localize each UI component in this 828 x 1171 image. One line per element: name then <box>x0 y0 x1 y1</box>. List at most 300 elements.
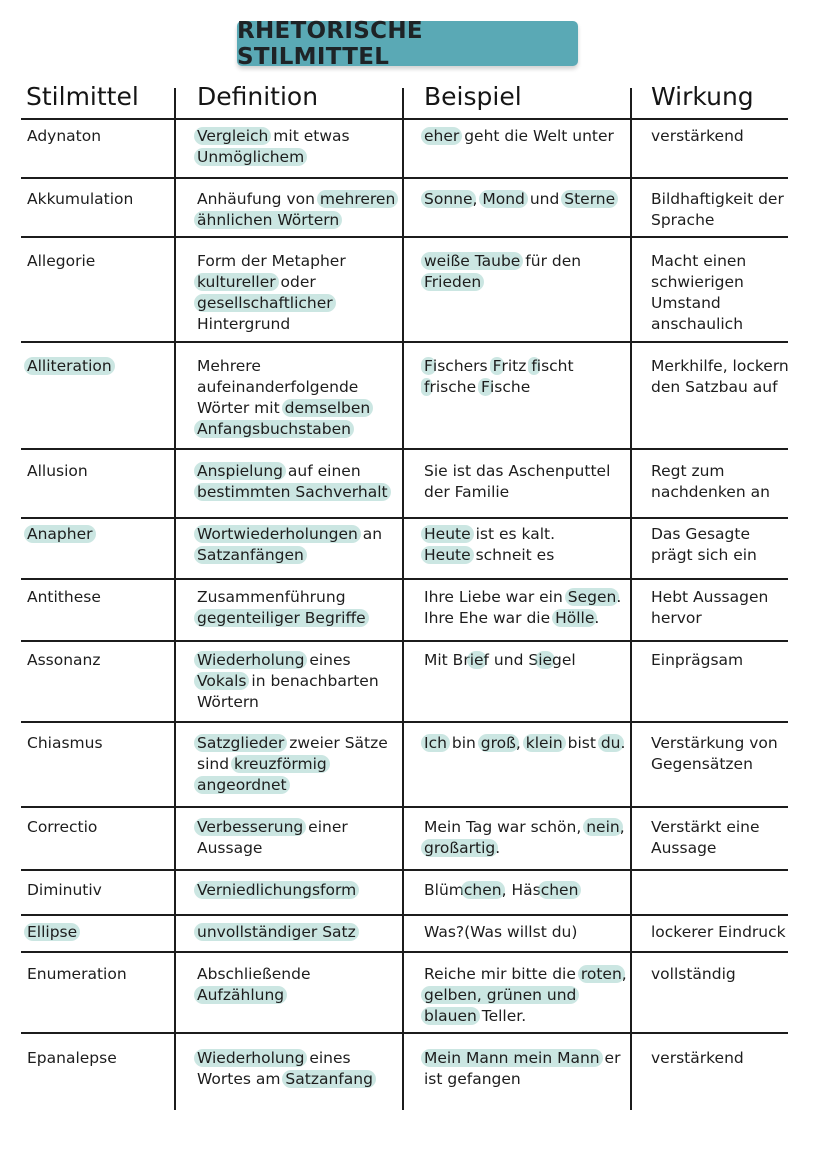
definition-cell-line <box>197 210 395 231</box>
text-segment: . <box>495 839 501 857</box>
text-segment: prägt sich ein <box>651 546 757 564</box>
effect-cell <box>651 650 743 671</box>
row-divider <box>21 951 788 953</box>
term-label: Adynaton <box>27 127 102 145</box>
text-segment: verstärkend <box>651 127 744 145</box>
row-divider <box>21 341 788 343</box>
effect-cell <box>651 817 760 859</box>
definition-cell-line <box>197 189 395 210</box>
term-cell <box>27 817 97 838</box>
effect-cell-line <box>651 482 770 503</box>
text-segment: rische <box>429 378 482 396</box>
effect-cell <box>651 356 789 398</box>
example-cell <box>424 880 578 901</box>
row-divider <box>21 177 788 179</box>
highlighted-text: demselben <box>282 399 374 417</box>
highlighted-text: mehreren <box>317 190 398 208</box>
text-segment: , <box>515 734 526 752</box>
term-label: Diminutiv <box>27 881 102 899</box>
term-cell <box>27 251 95 272</box>
definition-cell-line <box>197 377 370 398</box>
term-cell <box>27 922 77 943</box>
text-segment: in benachbarten <box>246 672 379 690</box>
definition-cell <box>197 356 370 440</box>
definition-cell-line <box>197 1069 373 1090</box>
definition-cell-line <box>197 461 388 482</box>
term-cell <box>27 650 101 671</box>
effect-cell <box>651 587 768 629</box>
example-cell <box>424 461 610 503</box>
example-cell-line <box>424 733 625 754</box>
text-segment: den Satzbau auf <box>651 378 778 396</box>
term-label: Correctio <box>27 818 98 836</box>
text-segment: , <box>619 818 625 836</box>
effect-cell-line <box>651 272 746 293</box>
definition-cell <box>197 126 350 168</box>
definition-cell-line <box>197 272 346 293</box>
definition-cell-line <box>197 356 370 377</box>
term-label: Epanalepse <box>27 1049 117 1067</box>
highlighted-text: groß <box>478 734 519 752</box>
highlighted-text: großartig <box>421 839 498 857</box>
text-segment: der Familie <box>424 483 510 501</box>
definition-cell <box>197 251 346 335</box>
example-cell-line <box>424 964 627 985</box>
row-divider <box>21 914 788 916</box>
effect-cell <box>651 189 784 231</box>
text-segment: , Häs <box>501 881 541 899</box>
definition-cell-line <box>197 985 311 1006</box>
example-cell <box>424 817 625 859</box>
term-label: Allusion <box>27 462 88 480</box>
highlighted-text: ähnlichen Wörtern <box>194 211 342 229</box>
example-cell-line <box>424 377 574 398</box>
row-divider <box>21 806 788 808</box>
example-cell-line <box>424 251 581 272</box>
text-segment: Form der Metapher <box>197 252 346 270</box>
highlighted-text: du <box>598 734 624 752</box>
text-segment: ritz <box>501 357 532 375</box>
row-divider <box>21 869 788 871</box>
effect-cell <box>651 1048 744 1069</box>
definition-cell <box>197 880 356 901</box>
example-cell-line <box>424 356 574 377</box>
example-cell-line <box>424 461 610 482</box>
definition-cell-line <box>197 692 379 713</box>
text-segment: Das Gesagte <box>651 525 751 543</box>
term-label: Enumeration <box>27 965 127 983</box>
definition-cell-line <box>197 126 350 147</box>
highlighted-text: Heute <box>421 546 474 564</box>
effect-cell-line <box>651 838 760 859</box>
highlighted-text: Vergleich <box>194 127 271 145</box>
definition-cell-line <box>197 398 370 419</box>
highlighted-text: Satzglieder <box>194 734 287 752</box>
text-segment: ische <box>489 378 531 396</box>
highlighted-text: kultureller <box>194 273 279 291</box>
highlighted-text: Wortwiederholungen <box>194 525 361 543</box>
example-cell-line <box>424 922 577 943</box>
definition-cell-line <box>197 608 366 629</box>
text-segment: eines <box>304 651 351 669</box>
effect-cell-line <box>651 754 778 775</box>
text-segment: hervor <box>651 609 702 627</box>
highlighted-text: roten <box>578 965 625 983</box>
text-segment: Wörter mit <box>197 399 285 417</box>
effect-cell-line <box>651 650 743 671</box>
definition-cell-line <box>197 524 382 545</box>
text-segment: Sie ist das Aschenputtel <box>424 462 611 480</box>
effect-cell-line <box>651 1048 744 1069</box>
effect-cell-line <box>651 210 784 231</box>
text-segment: Zusammenführung <box>197 588 346 606</box>
definition-cell-line <box>197 251 346 272</box>
term-label: Assonanz <box>27 651 101 669</box>
definition-cell <box>197 1048 373 1090</box>
highlighted-text: angeordnet <box>194 776 290 794</box>
example-cell <box>424 1048 620 1090</box>
term-cell <box>27 587 101 608</box>
highlighted-text: blauen <box>421 1007 480 1025</box>
effect-cell-line <box>651 922 786 943</box>
text-segment: Reiche mir bitte die <box>424 965 581 983</box>
term-cell <box>27 189 133 210</box>
example-cell-line <box>424 126 614 147</box>
highlighted-text: klein <box>523 734 566 752</box>
example-cell <box>424 964 627 1027</box>
example-cell <box>424 251 581 293</box>
text-segment: auf einen <box>282 462 361 480</box>
text-segment: f und S <box>483 651 539 669</box>
example-cell-line <box>424 545 555 566</box>
text-segment: Aussage <box>651 839 717 857</box>
example-cell <box>424 587 621 629</box>
effect-cell <box>651 126 744 147</box>
highlighted-text: nein <box>583 818 623 836</box>
highlighted-text: gelben, grünen und <box>421 986 579 1004</box>
text-segment: zweier Sätze <box>284 734 388 752</box>
definition-cell-line <box>197 817 348 838</box>
example-cell-line <box>424 650 576 671</box>
example-cell <box>424 126 614 147</box>
highlighted-text: unvollständiger Satz <box>194 923 359 941</box>
text-segment: Ihre Ehe war die <box>424 609 556 627</box>
effect-cell <box>651 461 770 503</box>
row-divider <box>21 1032 788 1034</box>
text-segment: anschaulich <box>651 315 744 333</box>
text-segment: Mit Br <box>424 651 470 669</box>
highlighted-text: chen <box>538 881 582 899</box>
highlighted-text: F <box>478 378 493 396</box>
effect-cell-line <box>651 293 746 314</box>
text-segment: ist es kalt. <box>470 525 556 543</box>
example-cell <box>424 189 615 210</box>
effect-cell-line <box>651 524 757 545</box>
text-segment: eines <box>304 1049 351 1067</box>
column-divider <box>402 88 404 1110</box>
effect-cell-line <box>651 817 760 838</box>
text-segment: Mein Tag war schön, <box>424 818 587 836</box>
term-cell <box>27 524 93 545</box>
highlighted-text: Verbesserung <box>194 818 306 836</box>
text-segment: . <box>594 609 600 627</box>
effect-cell <box>651 524 757 566</box>
text-segment: Abschließende <box>197 965 311 983</box>
row-divider <box>21 517 788 519</box>
definition-cell <box>197 922 356 943</box>
text-segment: aufeinanderfolgende <box>197 378 359 396</box>
text-segment: Einprägsam <box>651 651 744 669</box>
text-segment: ist gefangen <box>424 1070 521 1088</box>
highlighted-text: Ich <box>421 734 450 752</box>
definition-cell-line <box>197 1048 373 1069</box>
term-label: Ellipse <box>24 923 80 941</box>
example-cell <box>424 922 577 943</box>
text-segment: oder <box>275 273 316 291</box>
text-segment: schwierigen <box>651 273 744 291</box>
text-segment: Ihre Liebe war ein <box>424 588 568 606</box>
row-divider <box>21 236 788 238</box>
definition-cell-line <box>197 671 379 692</box>
effect-cell-line <box>651 314 746 335</box>
term-label: Antithese <box>27 588 101 606</box>
highlighted-text: bestimmten Sachverhalt <box>194 483 391 501</box>
effect-cell-line <box>651 964 736 985</box>
row-divider <box>21 640 788 642</box>
page-title: RHETORISCHE STILMITTEL <box>237 21 578 66</box>
definition-cell-line <box>197 880 356 901</box>
text-segment: Hebt Aussagen <box>651 588 769 606</box>
header-wirkung: Wirkung <box>651 82 754 111</box>
highlighted-text: chen <box>461 881 505 899</box>
definition-cell-line <box>197 733 388 754</box>
highlighted-text: Segen <box>565 588 620 606</box>
definition-cell-line <box>197 419 370 440</box>
effect-cell-line <box>651 545 757 566</box>
highlighted-text: Unmöglichem <box>194 148 307 166</box>
text-segment: bist <box>562 734 601 752</box>
text-segment: für den <box>520 252 582 270</box>
column-divider <box>630 88 632 1110</box>
definition-cell <box>197 189 395 231</box>
highlighted-text: Mond <box>479 190 528 208</box>
text-segment: Merkhilfe, lockern <box>651 357 789 375</box>
effect-cell-line <box>651 189 784 210</box>
highlighted-text: Mein Mann mein Mann <box>421 1049 603 1067</box>
example-cell <box>424 356 574 398</box>
highlighted-text: Anfangsbuchstaben <box>194 420 354 438</box>
definition-cell-line <box>197 147 350 168</box>
text-segment: verstärkend <box>651 1049 744 1067</box>
highlighted-text: gesellschaftlicher <box>194 294 336 312</box>
example-cell-line <box>424 608 621 629</box>
text-segment: Was?(Was willst du) <box>424 923 578 941</box>
example-cell <box>424 524 555 566</box>
example-cell-line <box>424 880 578 901</box>
example-cell-line <box>424 838 625 859</box>
text-segment: schneit es <box>470 546 555 564</box>
highlighted-text: kreuzförmig <box>231 755 330 773</box>
text-segment: Umstand <box>651 294 721 312</box>
term-label: Akkumulation <box>27 190 134 208</box>
highlighted-text: weiße Taube <box>421 252 523 270</box>
term-label: Anapher <box>24 525 96 543</box>
text-segment: . <box>620 734 626 752</box>
term-cell <box>27 356 112 377</box>
text-segment: Aussage <box>197 839 263 857</box>
effect-cell-line <box>651 377 789 398</box>
effect-cell <box>651 922 786 943</box>
text-segment: Mehrere <box>197 357 261 375</box>
text-segment: Macht einen <box>651 252 747 270</box>
definition-cell-line <box>197 775 388 796</box>
text-segment: er <box>599 1049 621 1067</box>
effect-cell-line <box>651 461 770 482</box>
text-segment: Blüm <box>424 881 464 899</box>
text-segment: Verstärkung von <box>651 734 778 752</box>
highlighted-text: eher <box>421 127 462 145</box>
definition-cell-line <box>197 314 346 335</box>
text-segment: ischt <box>536 357 574 375</box>
term-label: Alliteration <box>24 357 115 375</box>
example-cell-line <box>424 985 627 1006</box>
column-divider <box>174 88 176 1110</box>
definition-cell-line <box>197 587 366 608</box>
term-label: Chiasmus <box>27 734 103 752</box>
highlighted-text: F <box>490 357 505 375</box>
header-stilmittel: Stilmittel <box>26 82 139 111</box>
highlighted-text: ie <box>467 651 487 669</box>
example-cell-line <box>424 587 621 608</box>
definition-cell-line <box>197 650 379 671</box>
definition-cell-line <box>197 293 346 314</box>
row-divider <box>21 448 788 450</box>
effect-cell <box>651 733 778 775</box>
definition-cell-line <box>197 838 348 859</box>
text-segment: . <box>616 588 622 606</box>
highlighted-text: Heute <box>421 525 474 543</box>
example-cell-line <box>424 1069 620 1090</box>
effect-cell <box>651 251 746 335</box>
text-segment: und <box>524 190 565 208</box>
definition-cell-line <box>197 964 311 985</box>
definition-cell <box>197 650 379 713</box>
text-segment: geht die Welt unter <box>459 127 614 145</box>
example-cell-line <box>424 524 555 545</box>
text-segment: Gegensätzen <box>651 755 753 773</box>
definition-cell-line <box>197 545 382 566</box>
text-segment: Regt zum <box>651 462 725 480</box>
highlighted-text: Hölle <box>552 609 597 627</box>
text-segment: Hintergrund <box>197 315 291 333</box>
example-cell-line <box>424 1048 620 1069</box>
text-segment: nachdenken an <box>651 483 770 501</box>
definition-cell <box>197 587 366 629</box>
term-cell <box>27 733 103 754</box>
highlighted-text: Sterne <box>561 190 618 208</box>
term-cell <box>27 964 127 985</box>
term-cell <box>27 126 101 147</box>
highlighted-text: f <box>421 378 432 396</box>
effect-cell-line <box>651 251 746 272</box>
text-segment: Wortes am <box>197 1070 286 1088</box>
highlighted-text: Anspielung <box>194 462 286 480</box>
text-segment: einer <box>303 818 348 836</box>
definition-cell-line <box>197 482 388 503</box>
effect-cell <box>651 964 736 985</box>
highlighted-text: Satzanfang <box>282 1070 376 1088</box>
definition-cell-line <box>197 922 356 943</box>
effect-cell-line <box>651 587 768 608</box>
definition-cell <box>197 524 382 566</box>
example-cell-line <box>424 817 625 838</box>
effect-cell-line <box>651 126 744 147</box>
row-divider <box>21 118 788 120</box>
example-cell-line <box>424 482 610 503</box>
example-cell <box>424 733 625 754</box>
text-segment: sind <box>197 755 234 773</box>
highlighted-text: Frieden <box>421 273 484 291</box>
example-cell-line <box>424 272 581 293</box>
text-segment: gel <box>552 651 576 669</box>
definition-cell-line <box>197 754 388 775</box>
text-segment: Sprache <box>651 211 715 229</box>
text-segment: mit etwas <box>268 127 350 145</box>
definition-cell <box>197 817 348 859</box>
highlighted-text: Satzanfängen <box>194 546 307 564</box>
definition-cell <box>197 964 311 1006</box>
row-divider <box>21 721 788 723</box>
row-divider <box>21 578 788 580</box>
definition-cell <box>197 733 388 796</box>
text-segment: Verstärkt eine <box>651 818 760 836</box>
definition-cell <box>197 461 388 503</box>
highlighted-text: ie <box>535 651 555 669</box>
term-cell <box>27 1048 117 1069</box>
text-segment: ischers <box>432 357 493 375</box>
highlighted-text: Vokals <box>194 672 249 690</box>
highlighted-text: gegenteiliger Begriffe <box>194 609 369 627</box>
effect-cell-line <box>651 356 789 377</box>
text-segment: , <box>621 965 627 983</box>
term-label: Allegorie <box>27 252 96 270</box>
highlighted-text: Aufzählung <box>194 986 287 1004</box>
effect-cell-line <box>651 608 768 629</box>
text-segment: an <box>357 525 383 543</box>
highlighted-text: Wiederholung <box>194 1049 307 1067</box>
example-cell <box>424 650 576 671</box>
text-segment: bin <box>446 734 481 752</box>
text-segment: Teller. <box>476 1007 527 1025</box>
term-cell <box>27 461 88 482</box>
header-beispiel: Beispiel <box>424 82 522 111</box>
text-segment: Wörtern <box>197 693 259 711</box>
text-segment: , <box>472 190 483 208</box>
highlighted-text: Sonne <box>421 190 476 208</box>
text-segment: Anhäufung von <box>197 190 320 208</box>
header-definition: Definition <box>197 82 319 111</box>
term-cell <box>27 880 102 901</box>
highlighted-text: f <box>528 357 539 375</box>
example-cell-line <box>424 1006 627 1027</box>
text-segment: Bildhaftigkeit der <box>651 190 784 208</box>
highlighted-text: Verniedlichungsform <box>194 881 359 899</box>
highlighted-text: Wiederholung <box>194 651 307 669</box>
example-cell-line <box>424 189 615 210</box>
effect-cell-line <box>651 733 778 754</box>
text-segment: lockerer Eindruck <box>651 923 786 941</box>
text-segment: vollständig <box>651 965 736 983</box>
